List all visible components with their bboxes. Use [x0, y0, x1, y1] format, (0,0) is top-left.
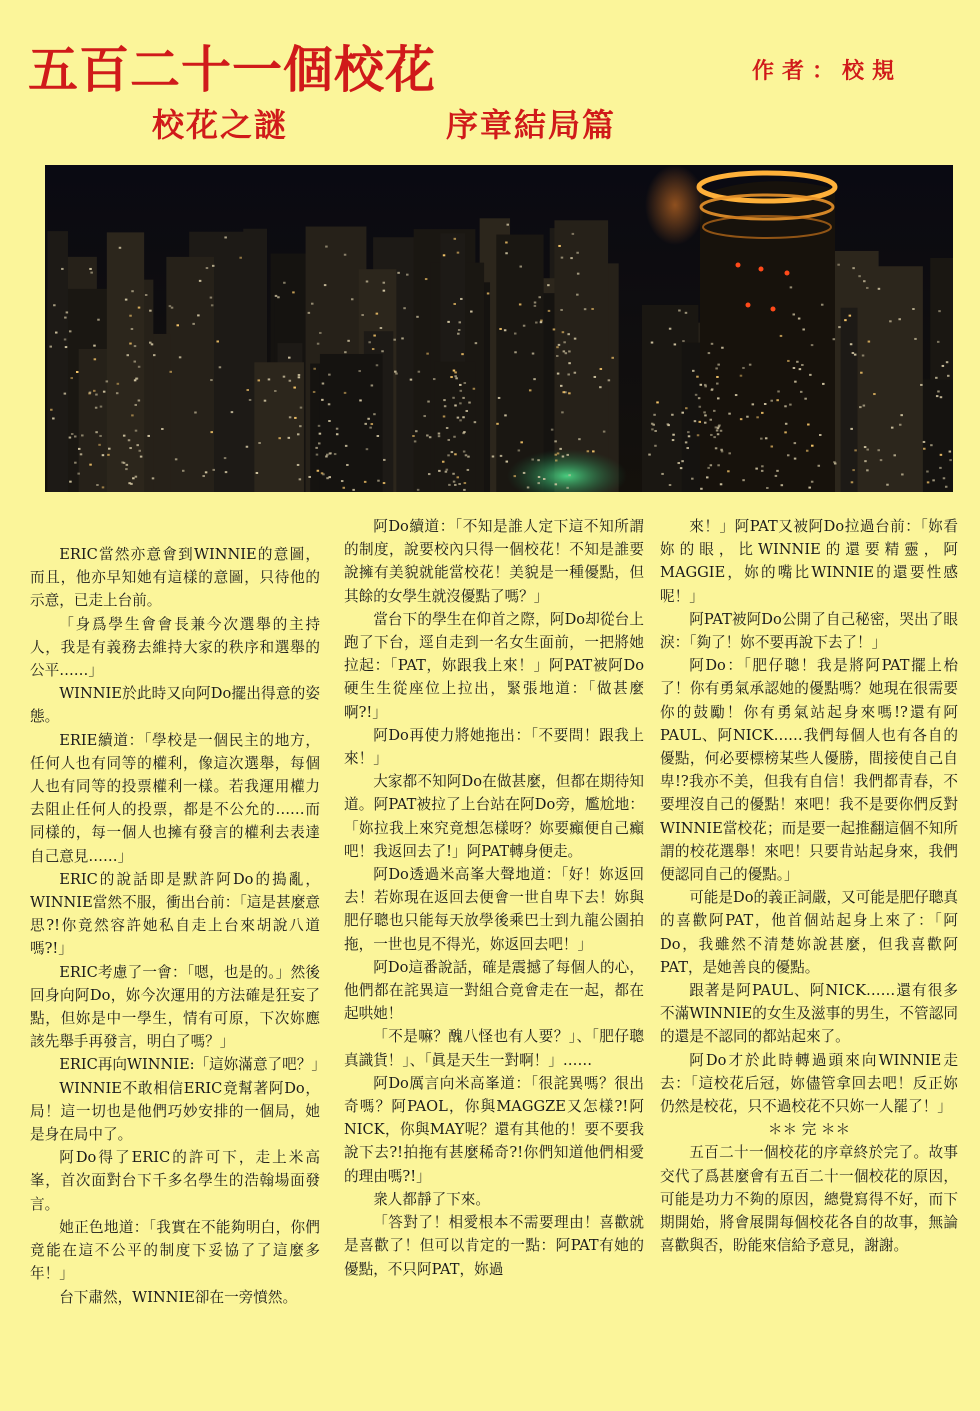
paragraph: 來！」阿PAT又被阿Do拉過台前：「妳看妳的眼，比WINNIE的還要精靈，阿MAGGIE，妳的嘴比WINNIE的還要性感呢！」 [660, 518, 958, 605]
paragraph: 跟著是阿PAUL、阿NICK……還有很多不滿WINNIE的女生及滋事的男生，不管認同的還是不認同的都站起來了。 [660, 982, 958, 1046]
paragraph: WINNIE於此時又向阿Do擺出得意的姿態。 [30, 685, 320, 726]
article-title: 五百二十一個校花 [28, 41, 436, 99]
paragraph: 阿Do厲言向米高峯道：「很詫異嗎？很出奇嗎？阿PAOL，你與MAGGZE又怎樣?!阿NICK，你與MAY呢？還有其他的！要不要我說下去?!拍拖有甚麼稀奇?!你們知道他們相愛的理由嗎?!」 [344, 1074, 644, 1185]
cylinder-tower [699, 173, 835, 492]
article-column-1 [30, 543, 326, 1309]
paragraph: ERIC的說話即是默許阿Do的搗亂，WINNIE當然不服，衝出台前：「這是甚麼意思?!你竟然容許她私自走上台來胡說八道嗎?!」 [30, 870, 320, 958]
article-column-2 [344, 515, 644, 1281]
paragraph: 「不是嘛？醜八怪也有人要？」、「肥仔聰真識貨！」、「眞是天生一對啊！」…… [344, 1028, 644, 1069]
paragraph: WINNIE不敢相信ERIC竟幫著阿Do，局！這一切也是他們巧妙安排的一個局，她是身在局中了。 [30, 1079, 320, 1144]
paragraph: 她正色地道：「我實在不能夠明白，你們竟能在這不公平的制度下妥協了了這麼多年！」 [30, 1218, 320, 1283]
paragraph: ERIC當然亦意會到WINNIE的意圖，而且，他亦早知她有這樣的意圖，只待他的示意，已走上台前。 [30, 546, 320, 610]
paragraph: 阿PAT被阿Do公開了自己秘密，哭出了眼淚：「夠了！妳不要再說下去了！」 [660, 610, 958, 652]
paragraph: 阿Do：「肥仔聰！我是將阿PAT擺上枱了！你有勇氣承認她的優點嗎？她現在很需要你的鼓勵！你有勇氣站起身來嗎!?還有阿PAUL、阿NICK……我們每個人也有各自的優點，何必要標榜某些人優勝，間接使自己自卑!?我亦不美，但我有自信！我們都青春，不要埋沒自己的優點！來吧！我不是要你們反對WINNIE當校花；而是要一起推翻這個不知所謂的校花選舉！來吧！只要肯站起身來，我們便認同自己的優點。」 [660, 657, 958, 884]
paragraph: ERIC再向WINNIE:「這妳滿意了吧？」 [59, 1056, 326, 1074]
paragraph: ERIE續道：「學校是一個民主的地方，任何人也有同等的權利，像這次選舉，每個人也有同等的投票權利一樣。若我運用權力去阻止任何人的投票，都是不公允的……而同樣的，每一個人也擁有發言的權利去表達自己意見……」 [30, 731, 320, 865]
article-column-3 [660, 515, 958, 1258]
paragraph: 五百二十一個校花的序章終於完了。故事交代了爲甚麼會有五百二十一個校花的原因，可能是功力不夠的原因，總覺寫得不好，而下期開始，將會展開每個校花各自的故事，無論喜歡與否，盼能來信給予意見，謝謝。 [660, 1144, 958, 1255]
article-subtitle-right: 序章結局篇 [446, 106, 617, 144]
paragraph: 台下肅然，WINNIE卻在一旁憤然。 [59, 1288, 298, 1306]
paragraph: 當台下的學生在仰首之際，阿Do却從台上跑了下台，逕自走到一名女生面前，一把將她拉起：「PAT，妳跟我上來！」阿PAT被阿Do硬生生從座位上拉出，緊張地道：「做甚麼啊?!」 [344, 610, 644, 721]
article-author: 作者：校規 [752, 59, 903, 84]
paragraph: ＊＊ 完 ＊＊ [767, 1121, 851, 1139]
paragraph: 阿Do才於此時轉過頭來向WINNIE走去：「這校花后冠，妳儘管拿回去吧！反正妳仍然是校花，只不過校花不只妳一人罷了！」 [660, 1051, 958, 1116]
paragraph: 大家都不知阿Do在做甚麼，但都在期待知道。阿PAT被拉了上台站在阿Do旁，尷尬地：「妳拉我上來究竟想怎樣呀？妳要癲便自己癲吧！我返回去了!」阿PAT轉身便走。 [344, 773, 644, 860]
paragraph: 可能是Do的義正詞嚴，又可能是肥仔聰真的喜歡阿PAT，他首個站起身上來了：「阿Do，我雖然不清楚妳說甚麼，但我喜歡阿PAT，是她善良的優點。 [660, 889, 958, 976]
paragraph: 阿Do得了ERIC的許可下，走上米高峯，首次面對台下千多名學生的浩翰場面發言。 [30, 1149, 320, 1213]
night-city-photo [45, 165, 953, 492]
paragraph: 阿Do這番說話，確是震撼了每個人的心，他們都在詫異這一對組合竟會走在一起，都在起哄她！ [344, 958, 644, 1023]
paragraph: 阿Do透過米高峯大聲地道：「好！妳返回去！若妳現在返回去便會一世自卑下去！妳與肥仔聰也只能每天放學後乘巴士到九龍公園拍拖，一世也見不得光，妳返回去吧！」 [344, 866, 644, 953]
paragraph: 阿Do續道：「不知是誰人定下這不知所謂的制度，說要校內只得一個校花！不知是誰要說擁有美貌就能當校花！美貌是一種優點，但其餘的女學生就沒優點了嗎？」 [344, 518, 644, 605]
paragraph: ERIC考慮了一會：「嗯，也是的。」然後回身向阿Do，妳今次運用的方法確是狂妄了點，但妳是中一學生，情有可原，下次妳應該先舉手再發言，明白了嗎？」 [30, 963, 320, 1051]
article-subtitle-left: 校花之謎 [152, 106, 289, 144]
paragraph: 「身爲學生會會長兼今次選舉的主持人，我是有義務去維持大家的秩序和選舉的公平……」 [30, 615, 320, 680]
paragraph: 衆人都靜了下來。 [373, 1190, 490, 1208]
paragraph: 阿Do再使力將她拖出：「不要問！跟我上來！」 [344, 726, 644, 768]
paragraph: 「答對了！相愛根本不需要理由！喜歡就是喜歡了！但可以肯定的一點：阿PAT有她的優點，不只阿PAT，妳過 [344, 1214, 644, 1278]
city-skyline-illustration [45, 165, 953, 492]
